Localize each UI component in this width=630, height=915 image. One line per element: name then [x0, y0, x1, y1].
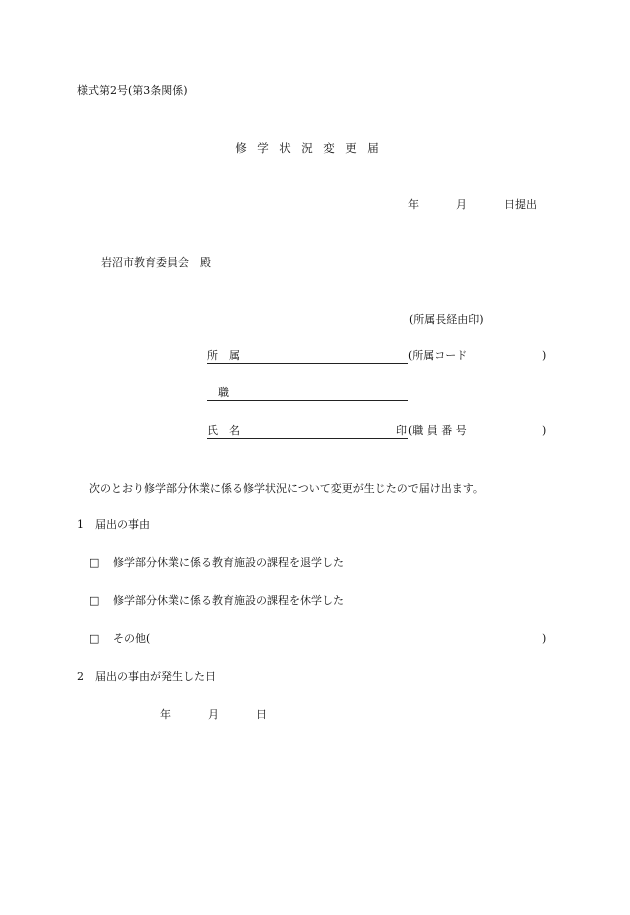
option-other[interactable]	[89, 632, 150, 646]
position-field[interactable]	[207, 400, 408, 401]
form-number: 様式第2号(第3条関係)	[77, 84, 188, 97]
title-char: 学	[257, 141, 269, 155]
title-char: 変	[323, 141, 335, 155]
statement: 次のとおり修学部分休業に係る修学状況について変更が生じたので届け出ます。	[89, 482, 484, 495]
affiliation-code-label: (所属コード	[408, 349, 468, 362]
supervisor-seal-label: (所属長経由印)	[409, 313, 484, 326]
checkbox-icon[interactable]: □	[89, 632, 100, 645]
option-text: その他(	[113, 632, 151, 645]
name-label: 氏 名	[207, 424, 240, 437]
submit-date[interactable]	[408, 198, 537, 212]
section1-heading: 1 届出の事由	[77, 518, 150, 531]
seal-mark: 印	[396, 424, 407, 437]
occurrence-day: 日	[256, 708, 267, 721]
addressee: 岩沼市教育委員会 殿	[101, 256, 211, 269]
staff-number-close: )	[542, 424, 547, 437]
submit-day: 日提出	[504, 198, 537, 211]
occurrence-year: 年	[160, 708, 171, 721]
submit-month: 月	[456, 198, 467, 211]
option-text: 修学部分休業に係る教育施設の課程を休学した	[113, 594, 344, 607]
occurrence-date[interactable]	[160, 708, 267, 722]
position-label: 職	[207, 386, 229, 399]
title-char: 状	[279, 141, 291, 155]
affiliation-code-close: )	[542, 349, 547, 362]
option-other-close: )	[542, 632, 547, 645]
name-field[interactable]	[207, 438, 408, 439]
title-char: 修	[235, 141, 247, 155]
affiliation-field[interactable]	[207, 363, 408, 364]
title-char: 更	[345, 141, 357, 155]
staff-number-label: (職 員 番 号	[408, 424, 467, 437]
title-char: 況	[301, 141, 313, 155]
checkbox-icon[interactable]: □	[89, 594, 100, 607]
section2-heading: 2 届出の事由が発生した日	[77, 670, 216, 683]
title-char: 届	[367, 141, 379, 155]
option-leave[interactable]	[89, 594, 344, 608]
form-title	[230, 141, 384, 156]
option-text: 修学部分休業に係る教育施設の課程を退学した	[113, 556, 344, 569]
checkbox-icon[interactable]: □	[89, 556, 100, 569]
affiliation-label: 所 属	[207, 349, 240, 362]
occurrence-month: 月	[208, 708, 219, 721]
option-withdrawn[interactable]	[89, 556, 344, 570]
submit-year: 年	[408, 198, 419, 211]
